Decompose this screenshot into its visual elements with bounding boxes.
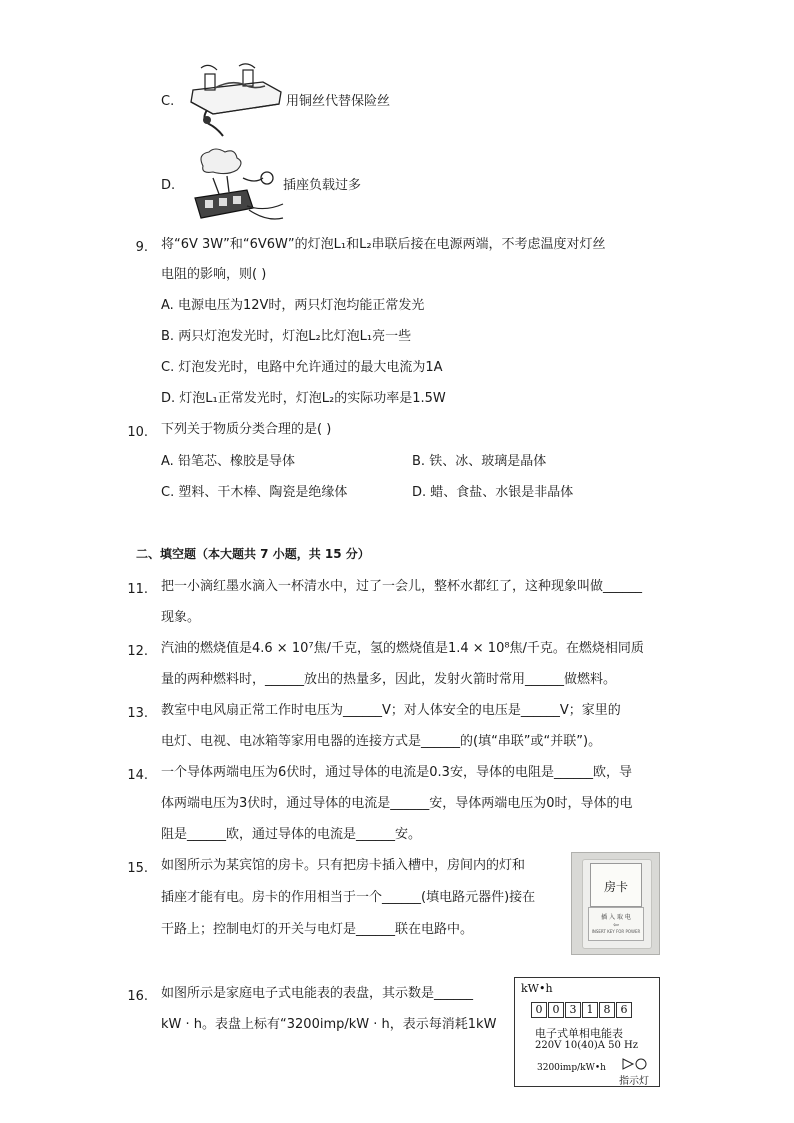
option-label: B. <box>412 454 426 469</box>
option-label: C. <box>161 360 175 375</box>
q13-line2: 电灯、电视、电冰箱等家用电器的连接方式是______的(填“串联”或“并联”)。 <box>161 734 602 749</box>
q9-option-b <box>161 328 411 346</box>
meter-spec: 220V 10(40)A 50 Hz <box>535 1040 639 1051</box>
q8-option-c-label: C. <box>161 94 175 109</box>
q15-line3: 干路上；控制电灯的开关与电灯是______联在电路中。 <box>161 922 474 937</box>
option-label: C. <box>161 485 175 500</box>
option-text: 塑料、干木棒、陶瓷是绝缘体 <box>178 485 348 500</box>
option-label: A. <box>161 298 174 313</box>
meter-name: 电子式单相电能表 <box>535 1027 623 1040</box>
room-card-label: 房卡 <box>603 880 628 894</box>
meter-imp: 3200imp/kW•h <box>537 1063 606 1073</box>
q16-line2: kW · h。表盘上标有“3200imp/kW · h，表示每消耗1kW <box>161 1017 497 1032</box>
slot-text: 插 入 取 电 <box>601 914 631 921</box>
q12-line1: 汽油的燃烧值是4.6 × 10⁷焦/千克，氢的燃烧值是1.4 × 10⁸焦/千克。在燃烧相同质 <box>161 641 644 656</box>
option-label: D. <box>161 391 176 406</box>
meter-unit: kW•h <box>521 982 553 995</box>
q10-option-b <box>412 453 546 471</box>
meter-digit: 1 <box>582 1002 598 1018</box>
q9-option-a <box>161 297 424 315</box>
meter-digit: 0 <box>548 1002 564 1018</box>
overloaded-socket-illustration <box>183 148 285 228</box>
question-number: 12. <box>127 644 148 659</box>
option-text: 铁、冰、玻璃是晶体 <box>429 454 547 469</box>
question-number: 10. <box>127 425 148 440</box>
meter-digit: 8 <box>599 1002 615 1018</box>
q9-option-c <box>161 359 443 377</box>
q11-line2: 现象。 <box>161 610 201 625</box>
option-text: 灯泡L₁正常发光时，灯泡L₂的实际功率是1.5W <box>179 391 446 406</box>
option-text: 铅笔芯、橡胶是导体 <box>177 454 295 469</box>
meter-digits <box>531 1002 633 1018</box>
question-number: 9. <box>135 240 148 255</box>
room-card-photo <box>571 852 660 955</box>
copper-wire-fuse-illustration <box>183 62 285 142</box>
option-label: A. <box>161 454 174 469</box>
option-text: 电源电压为12V时，两只灯泡均能正常发光 <box>177 298 425 313</box>
q8-option-c-text: 用铜丝代替保险丝 <box>286 94 391 109</box>
option-text: 蜡、食盐、水银是非晶体 <box>430 485 574 500</box>
q8-option-d-text: 插座负载过多 <box>283 178 362 193</box>
arrow-icon: ⇦ <box>613 921 619 929</box>
q14-line1: 一个导体两端电压为6伏时，通过导体的电流是0.3安，导体的电阻是______欧，导 <box>161 765 632 780</box>
q14-line2: 体两端电压为3伏时，通过导体的电流是______安，导体两端电压为0时，导体的电 <box>161 796 633 811</box>
option-label: D. <box>412 485 427 500</box>
q15-line1: 如图所示为某宾馆的房卡。只有把房卡插入槽中，房间内的灯和 <box>161 858 526 873</box>
meter-indicator-label: 指示灯 <box>619 1076 649 1087</box>
q10-option-d <box>412 484 573 502</box>
q15-line2: 插座才能有电。房卡的作用相当于一个______(填电路元器件)接在 <box>161 890 536 905</box>
section-heading: 二、填空题（本大题共 7 小题，共 15 分） <box>136 547 370 561</box>
question-number: 16. <box>127 989 148 1004</box>
question-number: 13. <box>127 706 148 721</box>
meter-digit: 0 <box>531 1002 547 1018</box>
q9-stem-line1: 将“6V 3W”和“6V6W”的灯泡L₁和L₂串联后接在电源两端，不考虑温度对灯丝 <box>161 237 606 252</box>
q9-option-d <box>161 390 446 408</box>
q16-line1: 如图所示是家庭电子式电能表的表盘，其示数是______ <box>161 986 474 1001</box>
slot-text-en: INSERT KEY FOR POWER <box>591 929 641 934</box>
option-label: B. <box>161 329 175 344</box>
q11-line1: 把一小滴红墨水滴入一杯清水中，过了一会儿，整杯水都红了，这种现象叫做______ <box>161 579 643 594</box>
electric-meter-panel <box>514 977 660 1087</box>
q10-option-c <box>161 484 347 502</box>
meter-digit: 3 <box>565 1002 581 1018</box>
q13-line1: 教室中电风扇正常工作时电压为______V；对人体安全的电压是______V；家里的 <box>161 703 621 718</box>
q12-line2: 量的两种燃料时，______放出的热量多，因此，发射火箭时常用______做燃料。 <box>161 672 617 687</box>
option-text: 灯泡发光时，电路中允许通过的最大电流为1A <box>178 360 443 375</box>
question-number: 14. <box>127 768 148 783</box>
question-number: 11. <box>127 582 148 597</box>
option-text: 两只灯泡发光时，灯泡L₂比灯泡L₁亮一些 <box>178 329 412 344</box>
q14-line3: 阻是______欧，通过导体的电流是______安。 <box>161 827 422 842</box>
meter-digit: 6 <box>616 1002 632 1018</box>
question-number: 15. <box>127 861 148 876</box>
indicator-light-icon <box>621 1058 653 1070</box>
q8-option-d-label: D. <box>161 178 176 193</box>
q10-stem: 下列关于物质分类合理的是( ) <box>161 422 332 437</box>
q10-option-a <box>161 453 295 471</box>
q9-stem-line2: 电阻的影响，则( ) <box>161 267 267 282</box>
